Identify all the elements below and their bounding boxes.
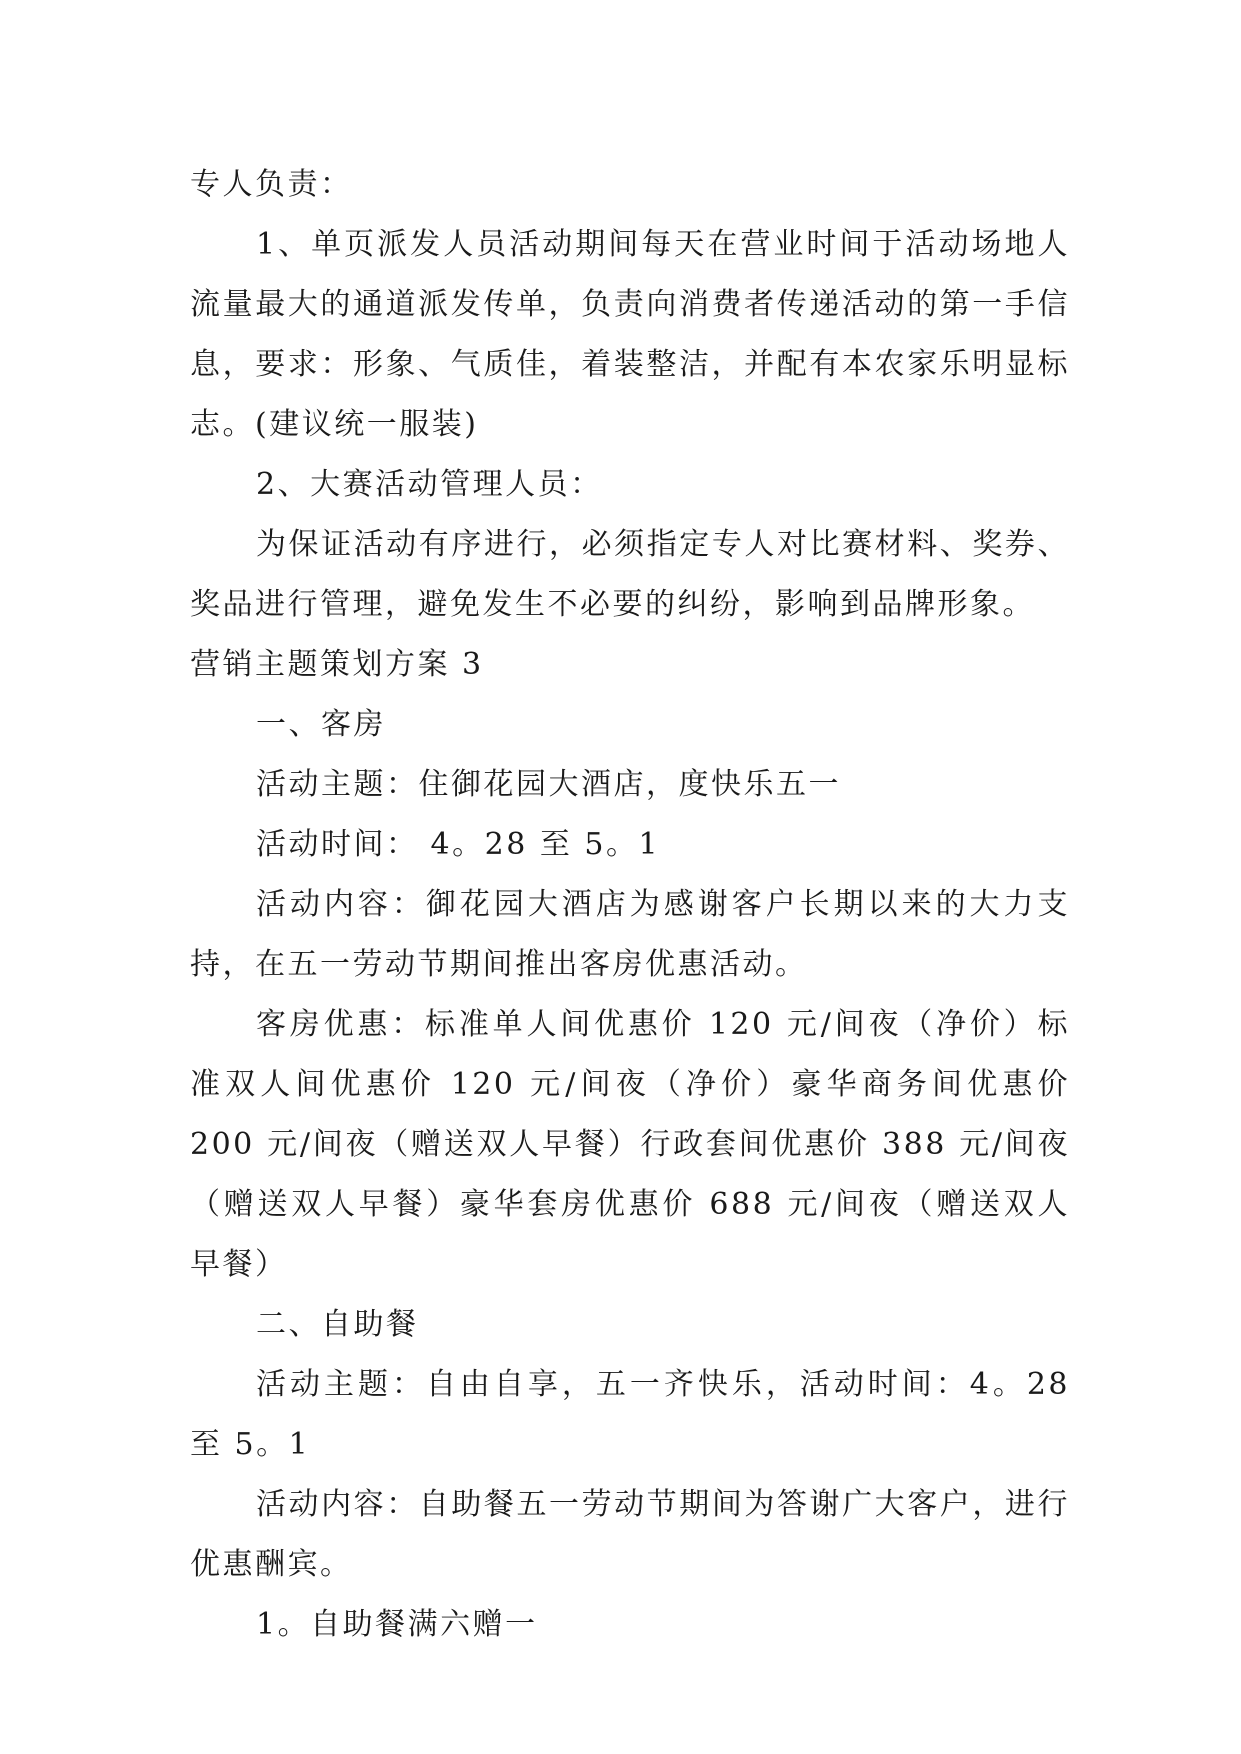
paragraph-buffet-theme: 活动主题：自由自享，五一齐快乐，活动时间：4。28 至 5。1 <box>190 1367 1070 1462</box>
paragraph-contest-managers: 2、大赛活动管理人员： <box>256 467 603 502</box>
paragraph-buffet-offer-1: 1。自助餐满六赠一 <box>256 1607 538 1642</box>
paragraph-order-management: 为保证活动有序进行，必须指定专人对比赛材料、奖券、奖品进行管理，避免发生不必要的纠纷，影响到品牌形象。 <box>190 527 1070 622</box>
paragraph-room-offers: 客房优惠：标准单人间优惠价 120 元/间夜（净价）标准双人间优惠价 120 元/间夜（净价）豪华商务间优惠价 200 元/间夜（赠送双人早餐）行政套间优惠价 388 元/间夜（赠送双人早餐）豪华套房优惠价 688 元/间夜（赠送双人早餐） <box>190 1007 1070 1282</box>
heading-buffet: 二、自助餐 <box>256 1307 419 1342</box>
paragraph-room-theme: 活动主题：住御花园大酒店，度快乐五一 <box>256 767 841 802</box>
paragraph-buffet-content: 活动内容：自助餐五一劳动节期间为答谢广大客户，进行优惠酬宾。 <box>190 1487 1070 1582</box>
heading-guest-rooms: 一、客房 <box>256 707 386 742</box>
document-body <box>190 155 1070 1655</box>
paragraph-flyer-staff: 1、单页派发人员活动期间每天在营业时间于活动场地人流量最大的通道派发传单，负责向消费者传递活动的第一手信息，要求：形象、气质佳，着装整洁，并配有本农家乐明显标志。(建议统一服装) <box>190 227 1070 442</box>
section-title-plan-3: 营销主题策划方案 3 <box>190 647 484 682</box>
paragraph-room-content: 活动内容：御花园大酒店为感谢客户长期以来的大力支持，在五一劳动节期间推出客房优惠活动。 <box>190 887 1070 982</box>
paragraph-responsible-heading: 专人负责： <box>190 167 353 202</box>
paragraph-room-time: 活动时间： 4。28 至 5。1 <box>256 827 661 862</box>
